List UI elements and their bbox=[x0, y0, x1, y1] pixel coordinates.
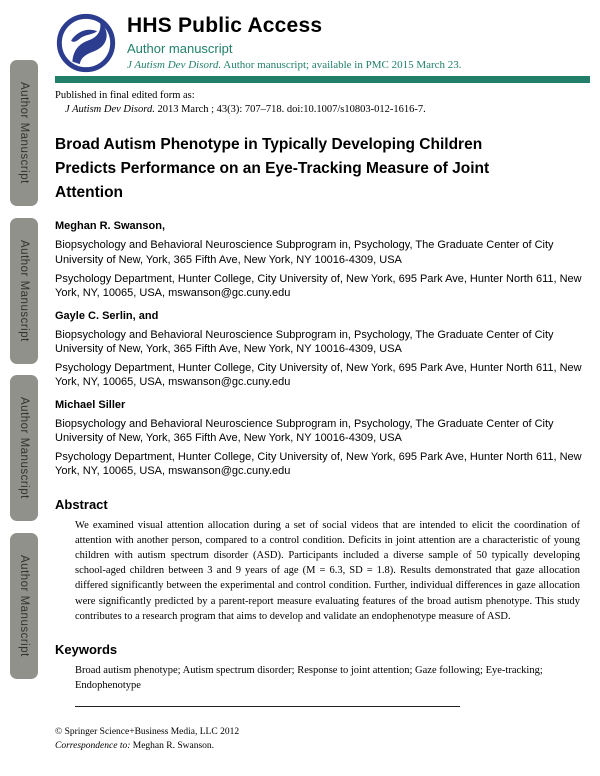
header-title: HHS Public Access bbox=[127, 14, 323, 37]
author-manuscript-label: Author Manuscript bbox=[18, 240, 30, 342]
keywords-heading: Keywords bbox=[55, 642, 118, 658]
author-manuscript-bar bbox=[10, 375, 38, 521]
author-name: Michael Siller bbox=[55, 399, 126, 412]
author-affiliation: Psychology Department, Hunter College, City University of, New York, 695 Park Ave, Hunter North 611, New York, NY, 10065, USA, mswanson@gc.cuny.edu bbox=[55, 272, 582, 299]
published-label: Published in final edited form as: bbox=[55, 90, 195, 101]
hhs-logo-icon bbox=[55, 12, 117, 74]
author-manuscript-label: Author Manuscript bbox=[18, 397, 30, 499]
abstract-heading: Abstract bbox=[55, 496, 108, 512]
footnote-separator bbox=[75, 706, 460, 707]
article-title: Broad Autism Phenotype in Typically Developing Children Predicts Performance on an Eye-Tracking Measure of Joint Attention bbox=[55, 136, 490, 202]
author-affiliation: Biopsychology and Behavioral Neuroscience Subprogram in, Psychology, The Graduate Center of City University of New, York, 365 Fifth Ave, New York, NY 10016-4309, USA bbox=[55, 418, 554, 445]
author-manuscript-bar bbox=[10, 60, 38, 206]
author-manuscript-label: Author Manuscript bbox=[18, 555, 30, 657]
copyright-line: © Springer Science+Business Media, LLC 2012 bbox=[55, 726, 240, 737]
author-manuscript-label: Author Manuscript bbox=[18, 82, 30, 184]
author-name: Gayle C. Serlin, and bbox=[55, 309, 159, 322]
published-citation bbox=[55, 103, 590, 117]
citation-journal: J Autism Dev Disord. bbox=[127, 59, 222, 71]
header-text bbox=[127, 12, 462, 71]
correspondence-label: Correspondence to: bbox=[55, 740, 131, 751]
citation-rest: Author manuscript; available in PMC 2015 March 23. bbox=[221, 59, 462, 71]
header-subtitle: Author manuscript bbox=[127, 41, 233, 56]
hhs-logo bbox=[55, 12, 117, 74]
author-affiliation: Psychology Department, Hunter College, City University of, New York, 695 Park Ave, Hunter North 611, New York, NY, 10065, USA, mswanson@gc.cuny.edu bbox=[55, 362, 582, 389]
correspondence-line bbox=[55, 739, 590, 753]
header-citation bbox=[127, 59, 462, 71]
abstract-text: We examined visual attention allocation during a set of social videos that are intended to elicit the coordination of attention with another person, compared to a control condition. Deficits in joint attention are a characteristic of young children with autism spectrum disorder (ASD). Participants included a diverse sample of 50 typically developing school-aged children between 3 and 9 years of age (M = 6.3, SD = 1.8). Results demonstrated that gaze allocation differed significantly between the experimental and control condition. Further, individual differences in gaze allocation were significantly predicted by a parent-report measure evaluating features of the broad autism phenotype. This study contributes to a research program that aims to develop and validate an endophenotype measure of ASD. bbox=[75, 519, 580, 622]
published-journal: J Autism Dev Disord. bbox=[65, 104, 155, 116]
keywords-text: Broad autism phenotype; Autism spectrum disorder; Response to joint attention; Gaze following; Eye-tracking; Endophenotype bbox=[75, 665, 543, 692]
footer bbox=[55, 725, 590, 754]
author-list bbox=[55, 219, 590, 478]
author-name: Meghan R. Swanson, bbox=[55, 220, 166, 233]
header-accent-bar bbox=[55, 76, 590, 83]
pmc-header bbox=[55, 12, 590, 74]
correspondence-name: Meghan R. Swanson. bbox=[130, 740, 215, 751]
author-manuscript-bar bbox=[10, 218, 38, 364]
published-block bbox=[55, 89, 590, 117]
author-manuscript-bar bbox=[10, 533, 38, 679]
author-affiliation: Biopsychology and Behavioral Neuroscience Subprogram in, Psychology, The Graduate Center of City University of New, York, 365 Fifth Ave, New York, NY 10016-4309, USA bbox=[55, 239, 554, 266]
author-affiliation: Biopsychology and Behavioral Neuroscience Subprogram in, Psychology, The Graduate Center of City University of New, York, 365 Fifth Ave, New York, NY 10016-4309, USA bbox=[55, 328, 554, 355]
published-rest: 2013 March ; 43(3): 707–718. doi:10.1007/s10803-012-1616-7. bbox=[154, 104, 426, 116]
manuscript-page bbox=[55, 12, 590, 753]
author-affiliation: Psychology Department, Hunter College, City University of, New York, 695 Park Ave, Hunter North 611, New York, NY, 10065, USA, mswanson@gc.cuny.edu bbox=[55, 451, 582, 478]
